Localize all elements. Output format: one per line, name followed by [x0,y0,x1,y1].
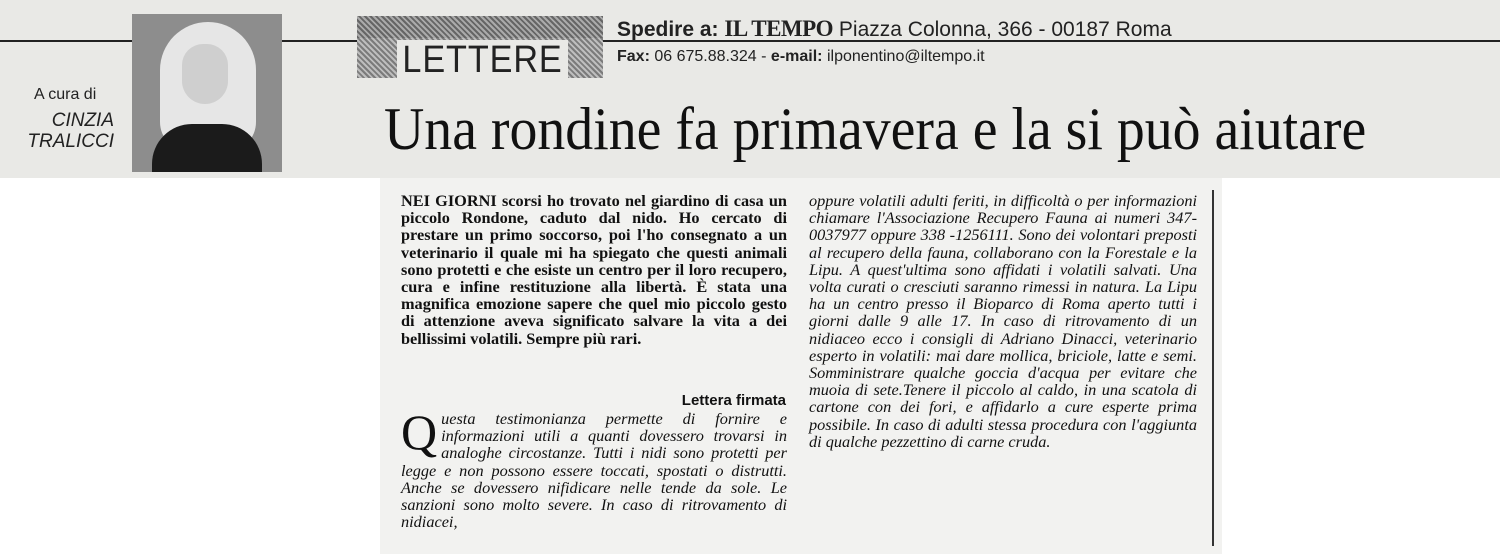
fax-number: 06 675.88.324 [654,48,757,65]
letter-text [401,192,787,347]
curator-photo [132,14,282,172]
fax-label: Fax: [617,48,650,65]
letter-signature: Lettera firmata [681,392,786,409]
send-to-line [617,16,1172,42]
column-rule [1212,190,1214,546]
address: Piazza Colonna, 366 - 00187 Roma [838,18,1172,41]
send-to-label: Spedire a: [617,18,719,41]
contact-line: Fax: 06 675.88.324 - e-mail: ilponentino@iltempo.it [617,48,985,65]
blank-margin-left [0,178,380,554]
letter-body: scorsi ho trovato nel giardino di casa un piccolo Rondone, caduto dal nido. Ho cercato di prestare un primo soccorso, poi l'ho consegnato a un veterinario il quale mi ha spiegato che questi animali sono protetti e che esiste un centro per il loro recupero, cura e infine restituzione alla libertà. È stata una magnifica emozione sapere che quel mio piccolo gesto di attenzione aveva significato salvare la vita a dei bellissimi volatili. Sempre più rari. [401,191,787,348]
curated-by-label: A cura di [34,86,97,103]
headline: Una rondine fa primavera e la si può aiutare [384,96,1367,162]
letter-lead: NEI GIORNI [401,191,497,210]
reply-text-2: oppure volatili adulti feriti, in difficoltà o per informazioni chiamare l'Associazione Recupero Fauna ai numeri 347-0037977 oppure 338 -1256111. Sono dei volontari preposti al recupero della fauna, collaborano con la Forestale e la Lipu. A quest'ultima sono affidati i volatili salvati. Una volta curati o cresciuti saranno rimessi in natura. La Lipu ha un centro presso il Bioparco di Roma aperto tutti i giorni dalle 9 alle 17. In caso di ritrovamento di un nidiaceo ecco i consigli di Adriano Dinacci, veterinario esperto in volatili: mai dare mollica, briciole, latte e semi. Somministrare qualche goccia d'acqua per evitare che muoia di sete.Tenere il piccolo al caldo, in una scatola di cartone con dei fori, e affidarlo a cure esperte prima possibile. In caso di adulti stessa procedura con l'aggiunta di qualche pezzettino di carne cruda. [809,191,1197,451]
drop-cap: Q [401,404,438,460]
blank-margin-right [1222,178,1500,554]
reply-text-1: uesta testimonianza permette di fornire e informazioni utili a quanti dovessero trovarsi in analoghe circostanze. Tutti i nidi sono protetti per legge e non possono essere toccati, spostati o distrutti. Anche se dovessero nifidicare nelle tende da sole. Le sanzioni sono molto severe. In caso di ritrovamento di nidiacei, [401,409,787,532]
email-label: e-mail: [770,48,823,65]
curator-name: CINZIA TRALICCI [27,110,114,152]
section-title: LETTERE [397,40,568,80]
email-address: ilponentino@iltempo.it [826,48,985,65]
reply-column-2 [809,192,1197,450]
reply-column-1 [401,404,787,532]
paper-name: IL TEMPO [724,16,834,41]
